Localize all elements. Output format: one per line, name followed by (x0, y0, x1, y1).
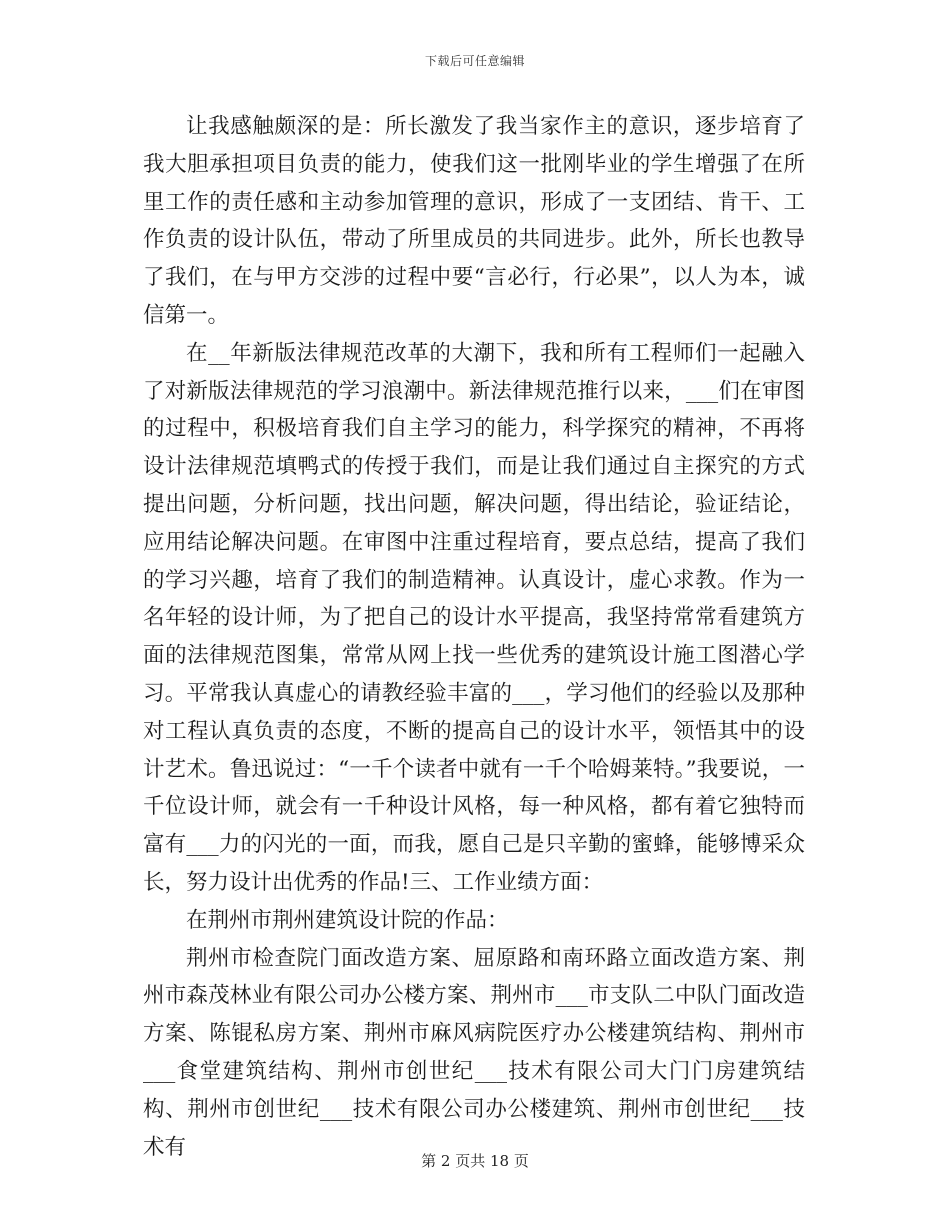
document-body (143, 108, 805, 1166)
paragraph-4: 荆州市检查院门面改造方案、屈原路和南环路立面改造方案、荆州市森茂林业有限公司办公楼方案、荆州市___市支队二中队门面改造方案、陈锟私房方案、荆州市麻风病院医疗办公楼建筑结构、荆州市___食堂建筑结构、荆州市创世纪___技术有限公司大门门房建筑结构、荆州市创世纪___技术有限公司办公楼建筑、荆州市创世纪___技术有 (143, 945, 805, 1160)
page-header: 下载后可任意编辑 (424, 54, 525, 68)
paragraph-1: 让我感触颇深的是：所长激发了我当家作主的意识，逐步培育了我大胆承担项目负责的能力，使我们这一批刚毕业的学生增强了在所里工作的责任感和主动参加管理的意识，形成了一支团结、肯干、工作负责的设计队伍，带动了所里成员的共同进步。此外，所长也教导了我们，在与甲方交涉的过程中要“言必行，行必果”，以人为本，诚信第一。 (143, 114, 805, 328)
paragraph-2: 在__年新版法律规范改革的大潮下，我和所有工程师们一起融入了对新版法律规范的学习浪潮中。新法律规范推行以来，___们在审图的过程中，积极培育我们自主学习的能力，科学探究的精神，不再将设计法律规范填鸭式的传授于我们，而是让我们通过自主探究的方式提出问题，分析问题，找出问题，解决问题，得出结论，验证结论，应用结论解决问题。在审图中注重过程培育，要点总结，提高了我们的学习兴趣，培育了我们的制造精神。认真设计，虚心求教。作为一名年轻的设计师，为了把自己的设计水平提高，我坚持常常看建筑方面的法律规范图集，常常从网上找一些优秀的建筑设计施工图潜心学习。平常我认真虚心的请教经验丰富的___，学习他们的经验以及那种对工程认真负责的态度，不断的提高自己的设计水平，领悟其中的设计艺术。鲁迅说过：“一千个读者中就有一千个哈姆莱特。”我要说，一千位设计师，就会有一千种设计风格，每一种风格，都有着它独特而富有___力的闪光的一面，而我，愿自己是只辛勤的蜜蜂，能够博采众长，努力设计出优秀的作品!三、工作业绩方面： (143, 340, 805, 895)
page-footer: 第 2 页共 18 页 (421, 1152, 529, 1170)
paragraph-3: 在荆州市荆州建筑设计院的作品： (186, 907, 509, 933)
